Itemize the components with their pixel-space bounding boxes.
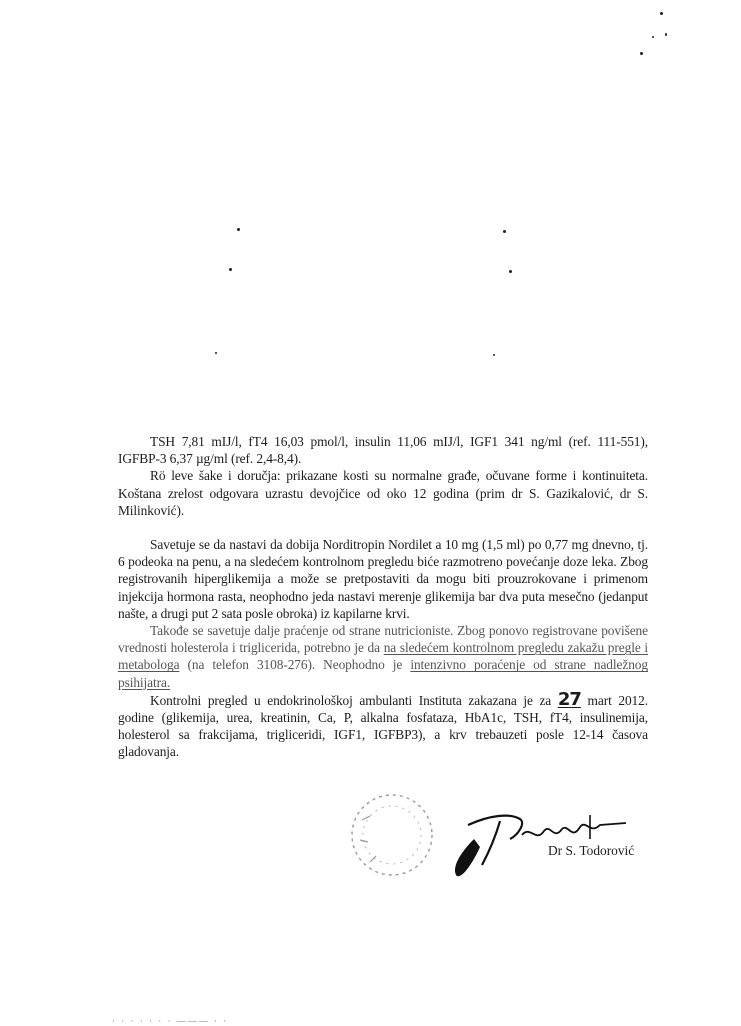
scan-speck bbox=[493, 354, 495, 356]
nutrition-underlined-1: na sledećem kontrolnom pregledu zakažu pregle i metabologa bbox=[118, 640, 648, 673]
scan-speck bbox=[215, 352, 217, 354]
lab-results-paragraph: TSH 7,81 mIJ/l, fT4 16,03 pmol/l, insulin 11,06 mIJ/l, IGF1 341 ng/ml (ref. 111-551), IGFBP-3 6,37 µg/ml (ref. 2,4-8,4). bbox=[118, 434, 648, 467]
handwritten-day: 27 bbox=[557, 688, 581, 710]
signer-name: Dr S. Todorović bbox=[548, 843, 635, 858]
nutrition-underlined-2: intenzivno poraćenje od strane nadležnog psihijatra. bbox=[118, 657, 648, 690]
therapy-paragraph: Savetuje se da nastavi da dobija Norditropin Nordilet a 10 mg (1,5 ml) po 0,77 mg dnevno, tj. 6 podeoka na penu, a na sledećem kontrolnom pregledu biće razmotreno povećanje doze leka. Zbog registrovanih hiperglikemija a može se pretpostaviti da mogu biti prouzrokovane i primenom injekcija hormona rasta, neophodno jeda nastavi merenje glikemija bar dva puta mesečno (jedanput našte, a drugi put 2 sata posle obroka) iz kapilarne krvi. bbox=[118, 537, 648, 621]
scan-speck bbox=[660, 12, 663, 15]
scan-speck bbox=[229, 268, 232, 271]
scan-speck bbox=[665, 33, 667, 36]
scan-speck bbox=[503, 230, 506, 233]
scan-speck bbox=[640, 52, 643, 55]
scan-speck bbox=[509, 270, 512, 273]
footer-scan-marks: · · · · · · · ——— · · bbox=[112, 1016, 229, 1026]
nutrition-paragraph bbox=[118, 622, 648, 691]
letter-body bbox=[118, 433, 648, 761]
scan-speck bbox=[237, 228, 240, 231]
nutrition-text-1: Takođe se savetuje dalje praćenje od strane nutricioniste. Zbog ponovo registrovane povišene vrednosti holesterola i triglicerida, potrebno je da bbox=[118, 623, 648, 656]
followup-paragraph bbox=[118, 688, 648, 761]
scan-speck bbox=[652, 36, 654, 38]
followup-text-1: Kontrolni pregled u endokrinološkoj ambulanti Instituta zakazana je za bbox=[150, 692, 558, 708]
xray-paragraph: Rö leve šake i doručja: prikazane kosti su normalne građe, očuvane forme i kontinuiteta. Koštana zrelost odgovara uzrastu devojčice od oko 12 godina (prim dr S. Gazikalović, dr S. Milinković). bbox=[118, 468, 648, 518]
nutrition-text-2: (na telefon 3108-276). Neophodno je bbox=[179, 657, 411, 673]
followup-text-2: mart 2012. godine (glikemija, urea, kreatinin, Ca, P, alkalna fosfataza, HbA1c, TSH, fT4, insulinemija, holesterol sa frakcijama, trigliceridi, IGF1, IGFBP3), a krv trebauzeti posle 12-14 časova gladovanja. bbox=[118, 692, 648, 760]
signature-icon bbox=[430, 795, 630, 885]
